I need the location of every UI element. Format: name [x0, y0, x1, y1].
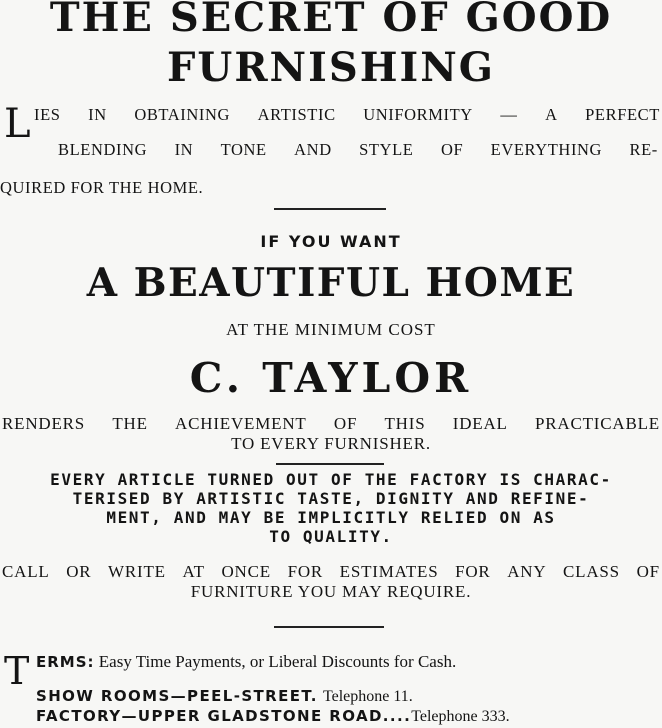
divider-rule	[274, 208, 386, 210]
factory-label: FACTORY—UPPER GLADSTONE ROAD....	[36, 707, 412, 725]
intro-word: A	[545, 105, 558, 124]
minimum-cost-subheading: AT THE MINIMUM COST	[226, 320, 436, 339]
intro-word: PERFECT	[585, 105, 660, 124]
call-line-2: FURNITURE YOU MAY REQUIRE.	[190, 582, 472, 601]
intro-word: AND	[294, 140, 332, 159]
terms-keyword: ERMS:	[36, 653, 95, 671]
intro-line-1	[34, 105, 660, 125]
renders-line-1	[0, 414, 662, 434]
renders-word: RENDERS	[2, 414, 86, 433]
call-word: CALL	[2, 562, 50, 581]
factory-line	[36, 706, 510, 726]
call-word: OF	[636, 562, 660, 581]
terms-line	[36, 652, 456, 672]
call-line-1	[0, 562, 662, 582]
renders-word: IDEAL	[452, 414, 508, 433]
every-article-line-4: TO QUALITY.	[269, 527, 393, 546]
divider-rule	[274, 626, 384, 628]
intro-word: RE-	[629, 140, 658, 159]
headline-line-2: FURNISHING	[167, 44, 495, 91]
intro-word: IN	[174, 140, 194, 159]
call-word: ANY	[507, 562, 547, 581]
intro-line-2	[58, 140, 658, 160]
factory-phone: Telephone 333.	[411, 708, 510, 725]
intro-word: —	[500, 105, 518, 124]
call-word: ONCE	[221, 562, 271, 581]
call-word: FOR	[455, 562, 491, 581]
company-name: C. TAYLOR	[189, 354, 473, 402]
terms-text: Easy Time Payments, or Liberal Discounts for Cash.	[98, 652, 457, 671]
call-paragraph	[0, 562, 662, 602]
divider-rule	[276, 463, 384, 465]
intro-word: BLENDING	[58, 140, 148, 159]
every-article-line-1: EVERY ARTICLE TURNED OUT OF THE FACTORY IS CHARAC-	[50, 470, 612, 489]
every-article-line-2: TERISED BY ARTISTIC TASTE, DIGNITY AND REFINE-	[72, 489, 590, 508]
renders-paragraph	[0, 414, 662, 454]
intro-word: UNIFORMITY	[363, 105, 473, 124]
call-word: OR	[66, 562, 92, 581]
intro-word: TONE	[220, 140, 267, 159]
showrooms-phone: Telephone 11.	[322, 688, 413, 705]
intro-drop-cap: L	[4, 101, 32, 147]
renders-word: OF	[333, 414, 358, 433]
renders-line-2: TO EVERY FURNISHER.	[231, 434, 431, 453]
intro-word: OF	[440, 140, 464, 159]
intro-word: STYLE	[359, 140, 414, 159]
intro-word: IES	[34, 105, 61, 124]
beautiful-home-heading: A BEAUTIFUL HOME	[86, 260, 576, 306]
intro-word: EVERYTHING	[490, 140, 603, 159]
renders-word: THE	[112, 414, 148, 433]
renders-word: ACHIEVEMENT	[175, 414, 307, 433]
showrooms-line	[36, 686, 413, 706]
intro-line-3: QUIRED FOR THE HOME.	[0, 178, 204, 197]
intro-word: ARTISTIC	[257, 105, 336, 124]
every-article-paragraph	[0, 470, 662, 546]
intro-word: OBTAINING	[134, 105, 231, 124]
every-article-line-3: MENT, AND MAY BE IMPLICITLY RELIED ON AS	[106, 508, 556, 527]
intro-word: IN	[88, 105, 107, 124]
headline-line-1: THE SECRET OF GOOD	[49, 0, 613, 41]
call-word: CLASS	[563, 562, 620, 581]
renders-word: THIS	[384, 414, 426, 433]
renders-word: PRACTICABLE	[534, 414, 660, 433]
call-word: WRITE	[108, 562, 166, 581]
call-word: AT	[182, 562, 205, 581]
call-word: ESTIMATES	[339, 562, 439, 581]
if-you-want-heading: IF YOU WANT	[260, 232, 402, 251]
call-word: FOR	[287, 562, 324, 581]
terms-drop-cap: T	[4, 649, 30, 693]
showrooms-label: SHOW ROOMS—PEEL-STREET.	[36, 687, 318, 705]
